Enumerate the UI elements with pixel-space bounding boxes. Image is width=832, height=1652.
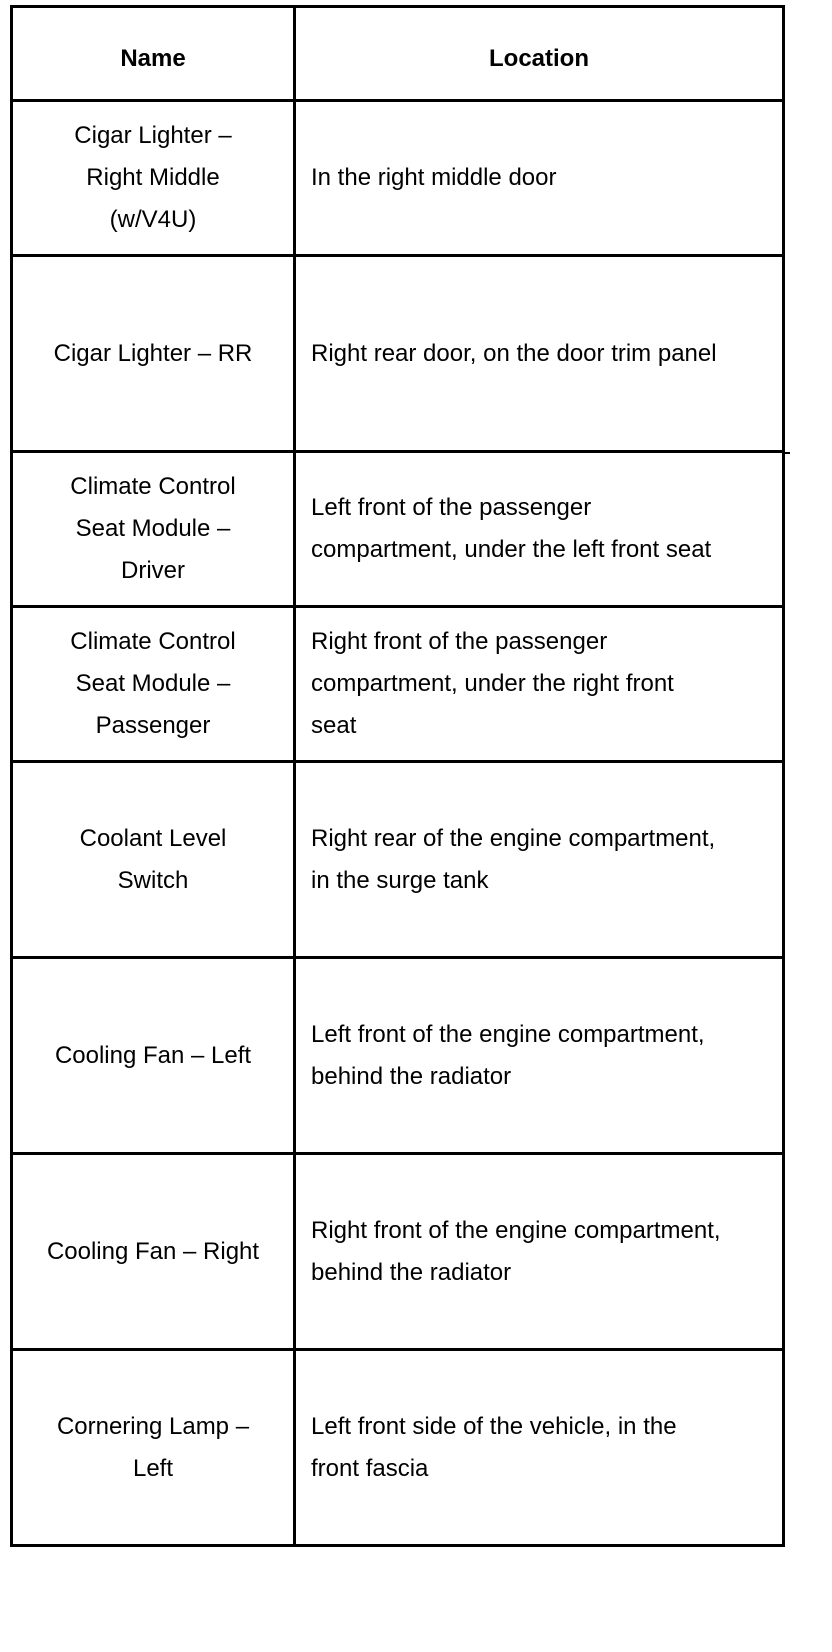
component-location-table bbox=[10, 5, 785, 1547]
component-location-cell: Right rear door, on the door trim panel bbox=[295, 256, 784, 452]
component-location-cell: Right front of the passenger compartment, under the right front seat bbox=[295, 607, 784, 762]
table-row bbox=[12, 256, 784, 452]
table-row bbox=[12, 958, 784, 1154]
table-header-row bbox=[12, 7, 784, 101]
column-header-name: Name bbox=[12, 7, 295, 101]
component-location-cell: Left front of the passenger compartment, under the left front seat bbox=[295, 452, 784, 607]
component-name-cell: Coolant Level Switch bbox=[12, 762, 295, 958]
component-location-cell: Left front side of the vehicle, in the front fascia bbox=[295, 1350, 784, 1546]
component-name-cell: Climate Control Seat Module – Passenger bbox=[12, 607, 295, 762]
component-location-cell: Right front of the engine compartment, behind the radiator bbox=[295, 1154, 784, 1350]
component-location-cell: Right rear of the engine compartment, in the surge tank bbox=[295, 762, 784, 958]
component-name-cell: Climate Control Seat Module – Driver bbox=[12, 452, 295, 607]
table-row bbox=[12, 1350, 784, 1546]
table-row bbox=[12, 1154, 784, 1350]
component-location-cell: Left front of the engine compartment, behind the radiator bbox=[295, 958, 784, 1154]
column-header-location: Location bbox=[295, 7, 784, 101]
table-row bbox=[12, 101, 784, 256]
component-location-cell: In the right middle door bbox=[295, 101, 784, 256]
table-row bbox=[12, 607, 784, 762]
row-divider-overhang bbox=[782, 452, 790, 454]
component-name-cell: Cooling Fan – Left bbox=[12, 958, 295, 1154]
component-name-cell: Cooling Fan – Right bbox=[12, 1154, 295, 1350]
table-row bbox=[12, 452, 784, 607]
table-row bbox=[12, 762, 784, 958]
component-name-cell: Cigar Lighter – RR bbox=[12, 256, 295, 452]
component-name-cell: Cornering Lamp – Left bbox=[12, 1350, 295, 1546]
component-name-cell: Cigar Lighter – Right Middle (w/V4U) bbox=[12, 101, 295, 256]
